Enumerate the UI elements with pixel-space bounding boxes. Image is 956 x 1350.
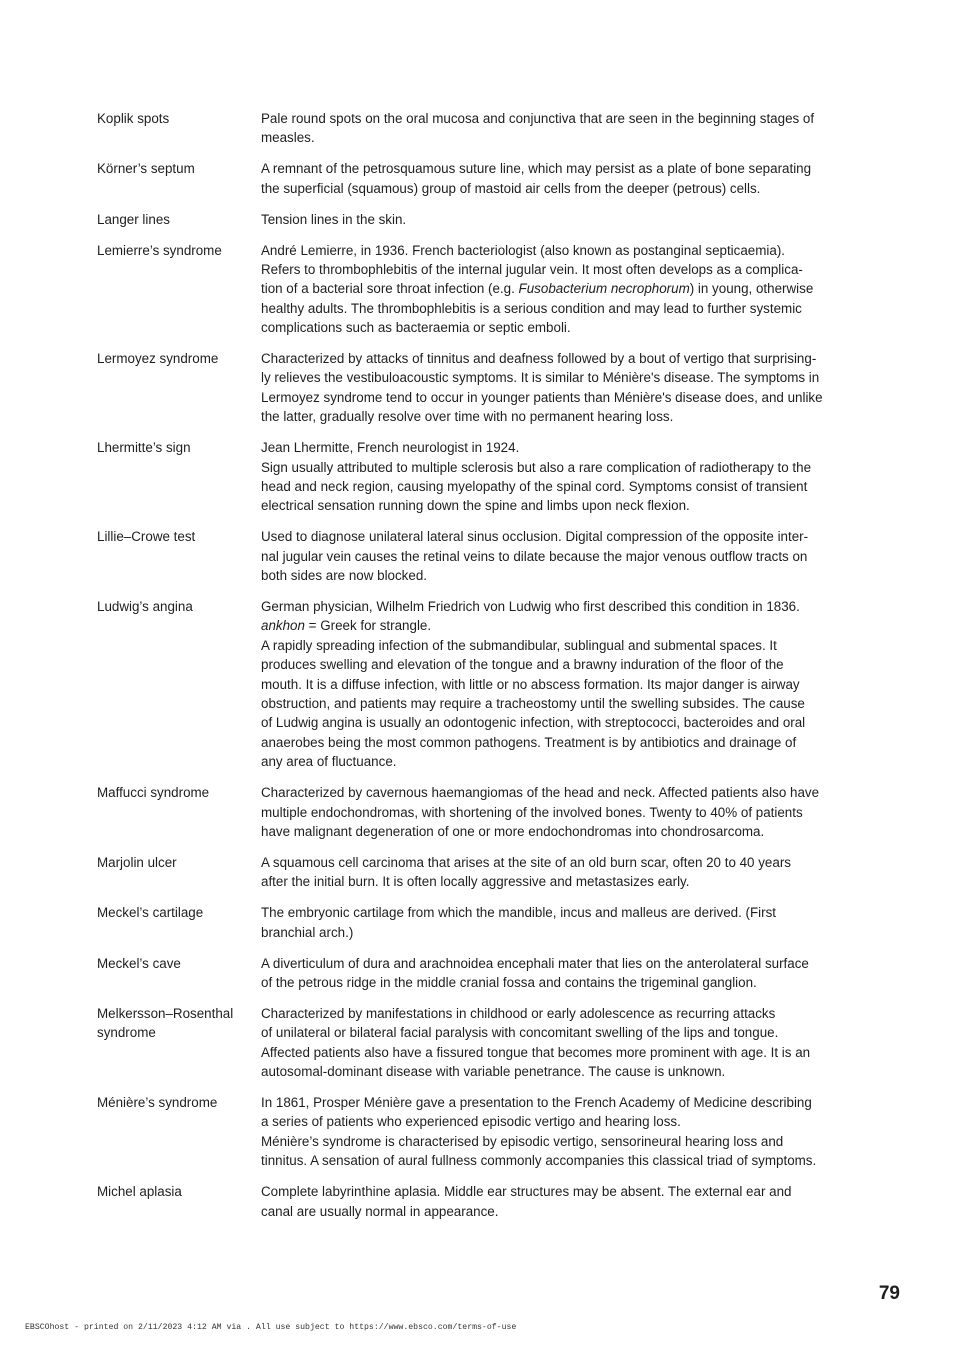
definition-line: any area of fluctuance. [261,754,397,770]
definition-line: tion of a bacterial sore throat infection (e.g. Fusobacterium necrophorum) in young, otherwise [261,281,814,297]
definition-line: Jean Lhermitte, French neurologist in 1924. [261,440,520,456]
term-line: Meckel’s cave [97,955,181,971]
definition-line: Characterized by attacks of tinnitus and deafness followed by a bout of vertigo that surprising- [261,351,817,367]
definition-line: measles. [261,130,315,146]
definition-line: branchial arch.) [261,924,354,940]
term-line: Meckel’s cartilage [97,905,204,921]
glossary-entry [97,438,867,516]
glossary-definition [261,159,867,198]
definition-line: head and neck region, causing myelopathy of the spinal cord. Symptoms consist of transient [261,479,808,494]
glossary-definition [261,1093,867,1171]
definition-line: both sides are now blocked. [261,568,427,584]
glossary-entry [97,1182,867,1221]
definition-line: tinnitus. A sensation of aural fullness commonly accompanies this classical triad of symptoms. [261,1153,817,1169]
term-line: Lermoyez syndrome [97,351,219,367]
term-line: Koplik spots [97,111,170,126]
definition-line: ly relieves the vestibuloacoustic symptoms. It is similar to Ménière's disease. The symptoms in [261,370,820,386]
definition-line: the latter, gradually resolve over time with no permanent hearing loss. [261,409,674,425]
definition-line: canal are usually normal in appearance. [261,1203,499,1219]
term-line: syndrome [97,1025,156,1041]
glossary-entry [97,903,867,942]
glossary-term [97,109,261,148]
definition-line: Characterized by cavernous haemangiomas of the head and neck. Affected patients also have [261,785,820,801]
definition-line: Pale round spots on the oral mucosa and conjunctiva that are seen in the beginning stages of [261,111,815,126]
term-line: Maffucci syndrome [97,785,210,801]
definition-line: multiple endochondromas, with shortening of the involved bones. Twenty to 40% of patients [261,804,803,820]
glossary-entry [97,597,867,772]
glossary-entry [97,853,867,892]
glossary-term [97,954,261,993]
glossary-term [97,853,261,892]
glossary-term [97,903,261,942]
glossary-entry [97,210,867,229]
definition-line: have malignant degeneration of one or more endochondromas into chondrosarcoma. [261,824,765,839]
glossary-entry [97,1004,867,1082]
glossary-entry [97,109,867,148]
term-line: Marjolin ulcer [97,854,177,870]
glossary-definition [261,597,867,772]
glossary-term [97,1182,261,1221]
glossary-term [97,783,261,841]
glossary-definition [261,853,867,892]
definition-line: Affected patients also have a fissured tongue that becomes more prominent with age. It is an [261,1044,811,1060]
glossary-definition [261,954,867,993]
glossary-definition [261,241,867,338]
italic-term: Fusobacterium necrophorum [518,281,690,297]
term-line: Ludwig’s angina [97,599,193,615]
definition-line: produces swelling and elevation of the tongue and a brawny induration of the floor of the [261,657,784,673]
definition-line: In 1861, Prosper Ménière gave a presentation to the French Academy of Medicine describing [261,1094,812,1110]
glossary-term [97,1093,261,1171]
definition-line: autosomal-dominant disease with variable penetrance. The cause is unknown. [261,1064,726,1080]
definition-line: anaerobes being the most common pathogens. Treatment is by antibiotics and drainage of [261,734,797,750]
glossary-definition [261,349,867,427]
glossary-definition [261,438,867,516]
term-line: Melkersson–Rosenthal [97,1005,234,1021]
definition-line: after the initial burn. It is often locally aggressive and metastasizes early. [261,874,690,890]
definition-line: the superficial (squamous) group of mastoid air cells from the deeper (petrous) cells. [261,180,761,196]
term-line: Lemierre’s syndrome [97,242,222,258]
glossary-entry [97,349,867,427]
definition-line: German physician, Wilhelm Friedrich von Ludwig who first described this condition in 1836. [261,599,800,615]
definition-line: obstruction, and patients may require a tracheostomy until the swelling subsides. The cause [261,696,805,712]
definition-line: A remnant of the petrosquamous suture line, which may persist as a plate of bone separating [261,161,812,177]
definition-line: a series of patients who experienced episodic vertigo and hearing loss. [261,1114,681,1130]
glossary-term [97,1004,261,1082]
glossary-term [97,210,261,229]
print-footer: EBSCOhost - printed on 2/11/2023 4:12 AM via . All use subject to https://www.ebsco.com/terms-of-use [25,1323,517,1332]
glossary-definition [261,527,867,585]
definition-line: Characterized by manifestations in childhood or early adolescence as recurring attacks [261,1005,776,1021]
definition-line: Used to diagnose unilateral lateral sinus occlusion. Digital compression of the opposite inter- [261,529,809,545]
definition-line: Refers to thrombophlebitis of the internal jugular vein. It most often develops as a complica- [261,261,803,277]
glossary-definition [261,109,867,148]
glossary-entry [97,954,867,993]
glossary-term [97,527,261,585]
definition-line: A rapidly spreading infection of the submandibular, sublingual and submental spaces. It [261,637,777,653]
definition-line: A diverticulum of dura and arachnoidea encephali mater that lies on the anterolateral surface [261,955,809,971]
glossary-definition [261,1004,867,1082]
definition-line: mouth. It is a diffuse infection, with little or no abscess formation. Its major danger is airway [261,676,800,692]
term-line: Langer lines [97,211,170,227]
definition-line: The embryonic cartilage from which the mandible, incus and malleus are derived. (First [261,905,777,921]
glossary-term [97,159,261,198]
glossary-entry [97,159,867,198]
page-number: 79 [878,1283,900,1304]
glossary-term [97,349,261,427]
glossary-entry [97,1093,867,1171]
glossary-definition [261,1182,867,1221]
glossary-definition [261,903,867,942]
term-line: Michel aplasia [97,1184,182,1200]
definition-line: André Lemierre, in 1936. French bacteriologist (also known as postanginal septicaemia). [261,242,786,258]
term-line: Lhermitte’s sign [97,440,191,456]
definition-line: nal jugular vein causes the retinal veins to dilate because the major venous outflow tracts on [261,548,808,564]
glossary-list [97,109,867,1232]
definition-line: electrical sensation running down the spine and limbs upon neck flexion. [261,498,690,514]
definition-line: of the petrous ridge in the middle cranial fossa and contains the trigeminal ganglion. [261,974,757,990]
glossary-definition [261,210,867,229]
definition-line: ankhon = Greek for strangle. [261,618,432,634]
definition-line: Complete labyrinthine aplasia. Middle ear structures may be absent. The external ear and [261,1184,792,1200]
glossary-definition [261,783,867,841]
glossary-term [97,597,261,772]
definition-line: Tension lines in the skin. [261,211,407,227]
term-line: Ménière’s syndrome [97,1094,218,1110]
definition-line: Ménière’s syndrome is characterised by episodic vertigo, sensorineural hearing loss and [261,1133,784,1149]
definition-line: A squamous cell carcinoma that arises at the site of an old burn scar, often 20 to 40 years [261,854,791,870]
glossary-entry [97,783,867,841]
term-line: Körner’s septum [97,161,195,177]
definition-line: complications such as bacteraemia or septic emboli. [261,320,571,336]
glossary-term [97,241,261,338]
glossary-term [97,438,261,516]
definition-line: healthy adults. The thrombophlebitis is a serious condition and may lead to further systemic [261,300,802,316]
definition-line: Lermoyez syndrome tend to occur in younger patients than Ménière's disease does, and unlike [261,389,823,405]
italic-term: ankhon [261,618,305,634]
glossary-entry [97,241,867,338]
definition-line: of unilateral or bilateral facial paralysis with concomitant swelling of the lips and tongue. [261,1025,779,1041]
definition-line: of Ludwig angina is usually an odontogenic infection, with streptococci, bacteroides and oral [261,715,806,731]
glossary-entry [97,527,867,585]
term-line: Lillie–Crowe test [97,529,196,545]
definition-line: Sign usually attributed to multiple sclerosis but also a rare complication of radiotherapy to the [261,459,812,475]
